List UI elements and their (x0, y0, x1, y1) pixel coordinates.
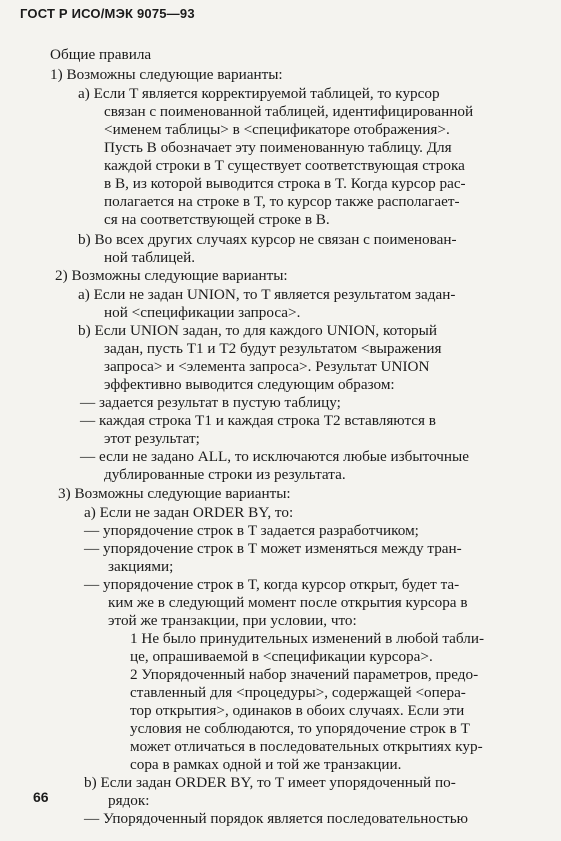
text-line: 2) Возможны следующие варианты: (55, 267, 288, 284)
text-line: — упорядочение строк в T может изменяться между тран- (84, 540, 462, 557)
text-line: дублированные строки из результата. (104, 466, 346, 483)
text-line: этой же транзакции, при условии, что: (108, 612, 357, 629)
page-number: 66 (33, 789, 49, 805)
page-header: ГОСТ Р ИСО/МЭК 9075—93 (20, 6, 195, 21)
text-line: ной таблицей. (104, 249, 196, 266)
text-line: b) Если UNION задан, то для каждого UNION, который (78, 322, 437, 339)
text-line: Общие правила (50, 46, 152, 63)
text-line: b) Если задан ORDER BY, то T имеет упорядоченный по- (84, 774, 456, 791)
text-line: каждой строки в T существует соответствующая строка (104, 157, 465, 174)
text-line: а) Если T является корректируемой таблицей, то курсор (78, 85, 440, 102)
text-line: ся на соответствующей строке в B. (104, 211, 330, 228)
text-line: этот результат; (104, 430, 200, 447)
text-line: — задается результат в пустую таблицу; (80, 394, 341, 411)
text-line: тор открытия>, одинаков в обоих случаях. Если эти (130, 702, 465, 719)
text-line: связан с поименованной таблицей, идентифицированной (104, 103, 474, 120)
text-line: задан, пусть T1 и T2 будут результатом <выражения (104, 340, 442, 357)
text-line: а) Если не задан UNION, то T является результатом задан- (78, 286, 456, 303)
text-line: <именем таблицы> в <спецификаторе отображения>. (104, 121, 450, 138)
text-line: — упорядочение строк в T задается разработчиком; (84, 522, 419, 539)
text-line: закциями; (108, 558, 174, 575)
text-line: 1 Не было принудительных изменений в любой табли- (130, 630, 484, 647)
text-line: ким же в следующий момент после открытия курсора в (108, 594, 468, 611)
text-line: — упорядочение строк в T, когда курсор открыт, будет та- (84, 576, 460, 593)
text-line: 2 Упорядоченный набор значений параметров, предо- (130, 666, 479, 683)
text-line: а) Если не задан ORDER BY, то: (84, 504, 294, 521)
text-line: условия не соблюдаются, то упорядочение строк в T (130, 720, 470, 737)
text-line: в B, из которой выводится строка в T. Когда курсор рас- (104, 175, 466, 192)
text-line: ной <спецификации запроса>. (104, 304, 301, 321)
text-line: це, опрашиваемой в <спецификации курсора>. (130, 648, 433, 665)
text-line: может отличаться в последовательных открытиях кур- (130, 738, 483, 755)
text-line: — если не задано ALL, то исключаются любые избыточные (80, 448, 469, 465)
text-line: b) Во всех других случаях курсор не связан с поименован- (78, 231, 457, 248)
text-line: 3) Возможны следующие варианты: (58, 485, 291, 502)
text-line: сора в рамках одной и той же транзакции. (130, 756, 402, 773)
text-line: — каждая строка T1 и каждая строка T2 вставляются в (80, 412, 436, 429)
text-line: запроса> и <элемента запроса>. Результат UNION (104, 358, 430, 375)
text-line: 1) Возможны следующие варианты: (50, 66, 283, 83)
text-line: эффективно выводится следующим образом: (104, 376, 395, 393)
text-line: — Упорядоченный порядок является последовательностью (84, 810, 469, 827)
text-line: полагается на строке в T, то курсор также располагает- (104, 193, 460, 210)
text-line: рядок: (108, 792, 150, 809)
text-line: Пусть B обозначает эту поименованную таблицу. Для (104, 139, 452, 156)
text-line: ставленный для <процедуры>, содержащей <опера- (130, 684, 466, 701)
